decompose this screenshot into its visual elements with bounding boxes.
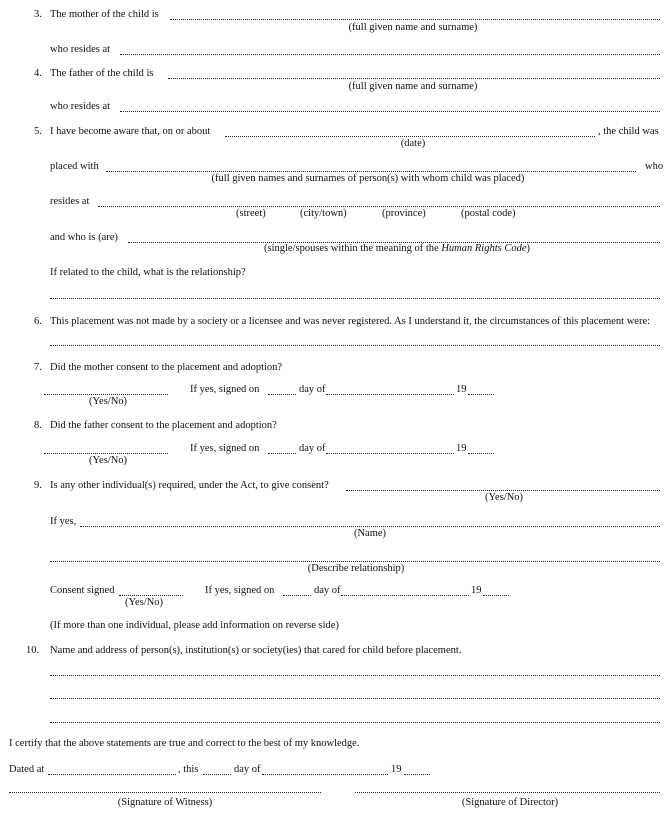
aware-date-caption: (date): [400, 138, 426, 149]
item-9-number: 9.: [34, 480, 42, 491]
placed-with-caption: (full given names and surnames of person(s) with whom child was placed): [211, 173, 525, 184]
child-was-label: , the child was: [598, 126, 659, 137]
who-label: who: [645, 161, 664, 172]
other-relationship-field[interactable]: [50, 560, 660, 562]
other-signed-year-field[interactable]: [483, 594, 509, 596]
witness-signature-field[interactable]: [9, 791, 321, 793]
relationship-field[interactable]: [50, 297, 660, 299]
other-ifyes-signed-label: If yes, signed on: [205, 585, 275, 596]
father-dayof-label: day of: [299, 443, 326, 454]
item-4-number: 4.: [34, 68, 42, 79]
dated-dayof-label: day of: [234, 764, 261, 775]
city-caption: (city/town): [300, 208, 347, 219]
father-address-field[interactable]: [120, 110, 660, 112]
province-caption: (province): [382, 208, 426, 219]
mother-resides-label: who resides at: [50, 44, 111, 55]
other-year-label: 19: [471, 585, 482, 596]
mother-name-caption: (full given name and surname): [348, 22, 478, 33]
dated-at-field[interactable]: [48, 773, 176, 775]
circumstances-label: This placement was not made by a society or a licensee and was never registered. As I understand it, the circumstances of this placement were:: [50, 316, 651, 327]
father-signed-month-field[interactable]: [326, 452, 454, 454]
relationship-label: If related to the child, what is the relationship?: [50, 267, 246, 278]
other-signed-day-field[interactable]: [283, 594, 311, 596]
father-name-field[interactable]: [168, 77, 660, 79]
mother-signed-month-field[interactable]: [326, 393, 454, 395]
other-name-caption: (Name): [353, 528, 387, 539]
father-consent-yesno-field[interactable]: [44, 452, 168, 454]
aware-label: I have become aware that, on or about: [50, 126, 211, 137]
other-consent-yesno-field[interactable]: [346, 489, 660, 491]
mother-signed-year-field[interactable]: [468, 393, 494, 395]
multiple-individuals-note: (If more than one individual, please add information on reverse side): [50, 620, 339, 631]
placed-with-label: placed with: [50, 161, 99, 172]
mother-signed-day-field[interactable]: [268, 393, 296, 395]
status-caption: (single/spouses within the meaning of the Human Rights Code): [264, 243, 530, 254]
mother-label: The mother of the child is: [50, 9, 159, 20]
dated-year-label: 19: [391, 764, 402, 775]
consent-signed-label: Consent signed: [50, 585, 115, 596]
item-10-number: 10.: [26, 645, 40, 656]
mother-year-label: 19: [456, 384, 467, 395]
placement-address-field[interactable]: [98, 205, 660, 207]
item-5-number: 5.: [34, 126, 42, 137]
mother-consent-label: Did the mother consent to the placement and adoption?: [50, 362, 283, 373]
mother-ifyes-label: If yes, signed on: [190, 384, 260, 395]
circumstances-field[interactable]: [50, 344, 660, 346]
father-year-label: 19: [456, 443, 467, 454]
father-resides-label: who resides at: [50, 101, 111, 112]
other-name-field[interactable]: [80, 525, 660, 527]
other-ifyes-label: If yes,: [50, 516, 77, 527]
consent-signed-field[interactable]: [119, 594, 183, 596]
father-ifyes-label: If yes, signed on: [190, 443, 260, 454]
prior-care-line-3[interactable]: [50, 721, 660, 723]
mother-name-field[interactable]: [170, 18, 660, 20]
dated-day-field[interactable]: [203, 773, 231, 775]
placed-with-field[interactable]: [106, 170, 636, 172]
dated-month-field[interactable]: [262, 773, 388, 775]
prior-care-line-2[interactable]: [50, 697, 660, 699]
father-signed-year-field[interactable]: [468, 452, 494, 454]
other-dayof-label: day of: [314, 585, 341, 596]
father-signed-day-field[interactable]: [268, 452, 296, 454]
mother-consent-yesno-field[interactable]: [44, 393, 168, 395]
mother-address-field[interactable]: [120, 53, 660, 55]
street-caption: (street): [236, 208, 266, 219]
mother-consent-yesno-caption: (Yes/No): [89, 396, 128, 407]
father-name-caption: (full given name and surname): [348, 81, 478, 92]
prior-care-line-1[interactable]: [50, 674, 660, 676]
dated-year-field[interactable]: [404, 773, 430, 775]
dated-this-label: , this: [178, 764, 199, 775]
mother-dayof-label: day of: [299, 384, 326, 395]
item-3-number: 3.: [34, 9, 42, 20]
prior-care-label: Name and address of person(s), institution(s) or society(ies) that cared for child before placement.: [50, 645, 462, 656]
other-consent-yesno-caption: (Yes/No): [485, 492, 524, 503]
item-8-number: 8.: [34, 420, 42, 431]
father-consent-yesno-caption: (Yes/No): [89, 455, 128, 466]
other-signed-month-field[interactable]: [341, 594, 469, 596]
other-consent-label: Is any other individual(s) required, under the Act, to give consent?: [50, 480, 329, 491]
certify-statement: I certify that the above statements are true and correct to the best of my knowledge.: [9, 738, 360, 749]
aware-date-field[interactable]: [225, 135, 595, 137]
item-6-number: 6.: [34, 316, 42, 327]
postal-code-caption: (postal code): [461, 208, 516, 219]
father-consent-label: Did the father consent to the placement and adoption?: [50, 420, 277, 431]
director-signature-caption: (Signature of Director): [461, 797, 559, 808]
other-relationship-caption: (Describe relationship): [307, 563, 405, 574]
who-is-label: and who is (are): [50, 232, 118, 243]
father-label: The father of the child is: [50, 68, 154, 79]
consent-signed-yesno-caption: (Yes/No): [125, 597, 164, 608]
resides-at-label: resides at: [50, 196, 90, 207]
item-7-number: 7.: [34, 362, 42, 373]
dated-at-label: Dated at: [9, 764, 45, 775]
director-signature-field[interactable]: [355, 791, 660, 793]
witness-signature-caption: (Signature of Witness): [117, 797, 213, 808]
